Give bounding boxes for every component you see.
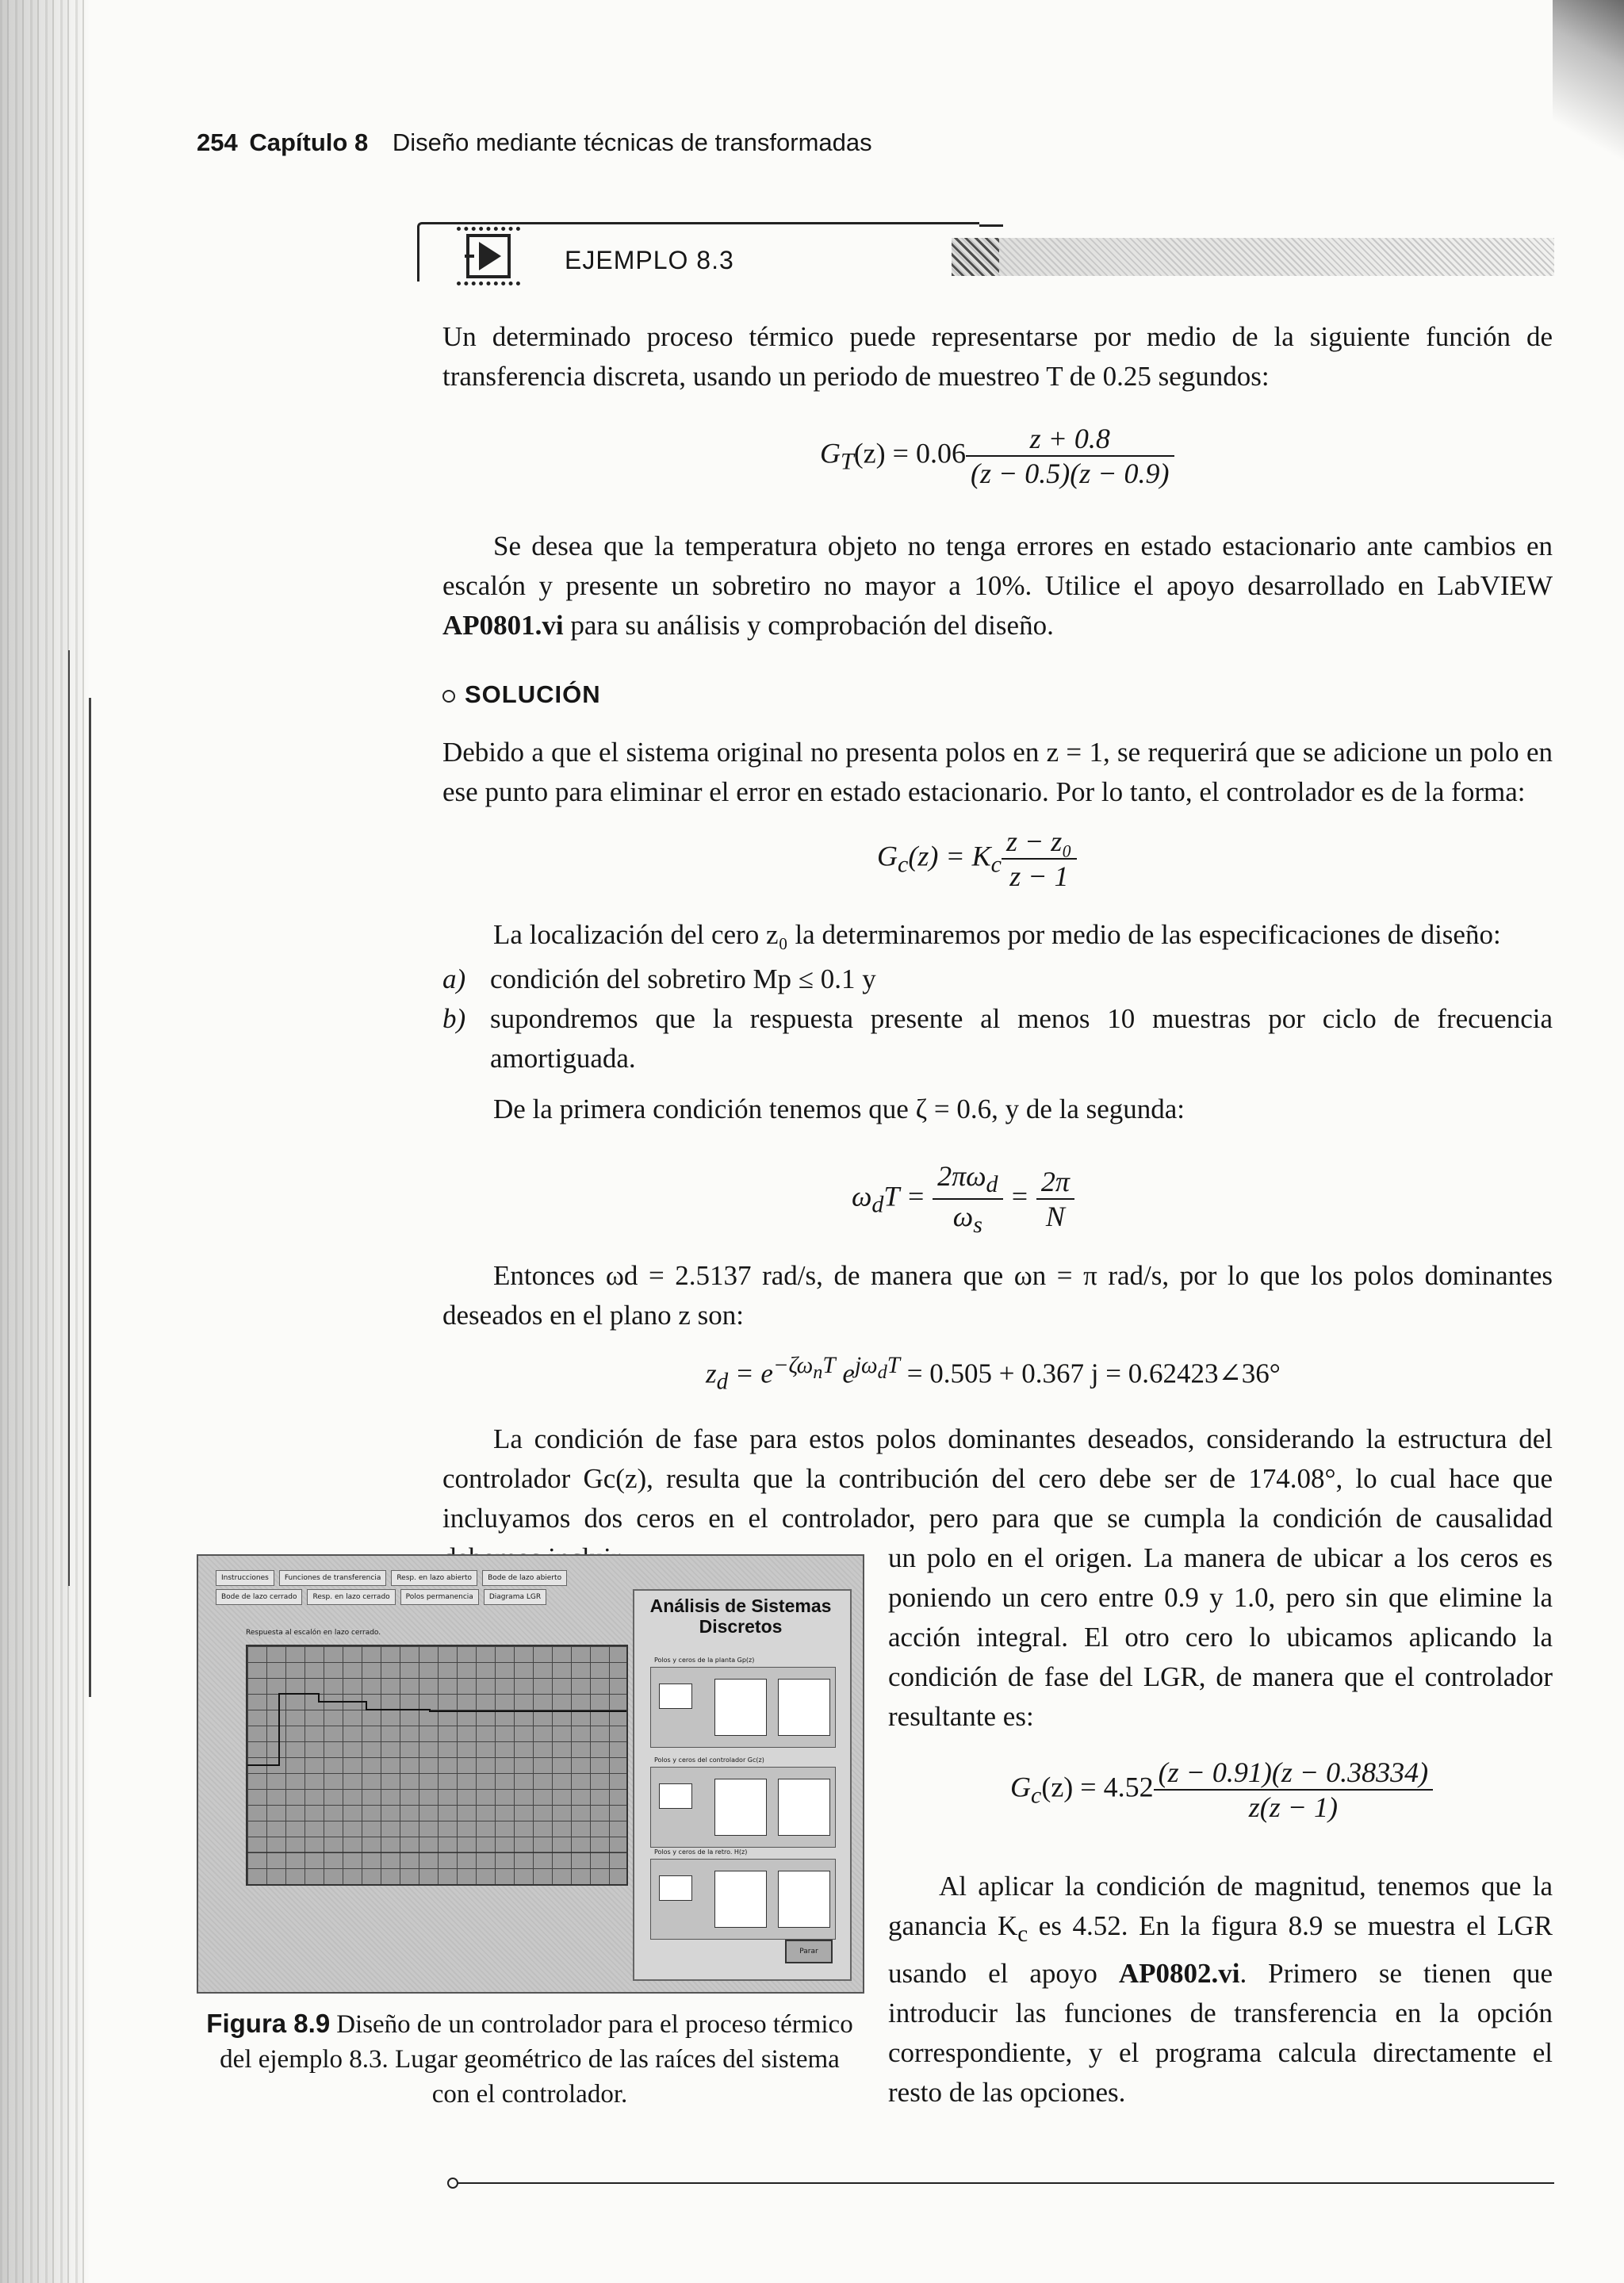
scan-line <box>68 650 70 1586</box>
figure-field <box>714 1871 767 1928</box>
solution-heading <box>442 680 601 709</box>
eq-arg: (z) = 0.06 <box>853 437 966 469</box>
figure-tab: Diagrama LGR <box>484 1589 546 1605</box>
eq-subscript: n <box>813 1361 823 1383</box>
solution-paragraph-2: La localización del cero z₀ la determinaremos por medio de las especificaciones de diseño: <box>493 919 1501 950</box>
figure-side-panel <box>633 1589 852 1981</box>
eq-symbol: ω <box>852 1180 872 1212</box>
figure-field <box>778 1871 830 1928</box>
eq-numerator: z + 0.8 <box>966 422 1174 457</box>
figure-subpanel-label: Polos y ceros de la planta Gp(z) <box>654 1657 755 1664</box>
solution-paragraph-5: La condición de fase para estos polos dominantes deseados, considerando la estructura del controlador Gc(z), resulta que la contribución del cero debe ser de 174.08°, lo cual hace que incluyamos dos ceros en el controlador, pero para que se cumpla la condición de causalidad <box>442 1423 1553 1534</box>
solution-paragraph-3: De la primera condición tenemos que ζ = 0.6, y de la segunda: <box>493 1094 1185 1124</box>
eq-symbol: G <box>877 840 898 872</box>
running-head <box>197 128 872 157</box>
eq-denominator: z(z − 1) <box>1248 1791 1339 1823</box>
eq-arg: T = <box>883 1180 926 1212</box>
chapter-title: Diseño mediante técnicas de transformadas <box>392 128 872 156</box>
text-subscript: c <box>1017 1921 1028 1947</box>
eq-term: T <box>822 1353 836 1378</box>
text-run: para su análisis y comprobación del diseño. <box>563 610 1054 641</box>
solution-paragraph-7 <box>888 1867 1553 2113</box>
eq-subscript: c <box>898 851 909 878</box>
figure-tab: Bode de lazo cerrado <box>216 1589 302 1605</box>
eq-denominator <box>933 1200 1002 1239</box>
equation-gc-form <box>877 825 1077 893</box>
solution-paragraph-1: Debido a que el sistema original no presenta polos en z = 1, se requerirá que se adicione un polo en ese punto para eliminar el error en estado estacionario. Por lo tanto, el controlador es de la forma: <box>442 737 1553 807</box>
text-run: es 4.52. En la figura 8.9 se muestra el LGR usando el apoyo <box>888 1910 1553 1989</box>
equation-omega <box>852 1159 1074 1239</box>
text-run: Se desea que la temperatura objeto no tenga errores en estado estacionario ante cambios en escalón y presente un sobretiro no mayor a 10%. Utilice el apoyo desarrollado en LabVIEW <box>442 531 1553 601</box>
figure-subpanel <box>650 1756 836 1848</box>
figure-plot <box>246 1645 628 1886</box>
eq-subscript: T <box>841 448 854 475</box>
eq-fraction <box>1036 1165 1074 1233</box>
solution-paragraph-4: Entonces ωd = 2.5137 rad/s, de manera que ωn = π rad/s, por lo que los polos dominantes deseados en el plano z son: <box>442 1260 1553 1331</box>
figure-tab: Instrucciones <box>216 1570 274 1586</box>
figure-number: Figura 8.9 <box>206 2009 331 2038</box>
eq-arg: (z) = 4.52 <box>1041 1771 1154 1803</box>
eq-term: −ζω <box>772 1353 814 1378</box>
equation-gt <box>820 422 1174 490</box>
figure-field <box>778 1679 830 1736</box>
eq-denominator: (z − 0.5)(z − 0.9) <box>970 458 1170 489</box>
spec-list <box>442 960 1553 1078</box>
eq-equals: = <box>1009 1180 1029 1212</box>
example-band <box>952 238 1554 276</box>
eq-subscript: c <box>990 851 1002 878</box>
text-run: . Primero se tienen que introducir las funciones de transferencia en la opción correspondiente, y el programa calcula directamente el resto de las opciones. <box>888 1958 1553 2108</box>
vi-name: AP0801.vi <box>442 610 564 641</box>
eq-numerator: (z − 0.91)(z − 0.38334) <box>1154 1756 1434 1791</box>
vi-name: AP0802.vi <box>1118 1958 1240 1989</box>
figure-field <box>714 1679 767 1736</box>
scan-line <box>89 698 91 1697</box>
eq-rhs: = 0.505 + 0.367 j = 0.62423∠36° <box>900 1358 1281 1389</box>
figure-field <box>659 1684 692 1709</box>
solution-label: SOLUCIÓN <box>465 680 601 708</box>
scan-edge <box>0 0 89 2283</box>
eq-fraction <box>933 1159 1002 1239</box>
figure-field <box>659 1783 692 1809</box>
list-item <box>442 999 1553 1078</box>
eq-fraction <box>1154 1756 1434 1824</box>
figure-tabs <box>216 1570 636 1605</box>
eq-term: e <box>835 1358 855 1389</box>
eq-denominator: N <box>1045 1201 1065 1233</box>
eq-fraction <box>1002 825 1077 893</box>
list-item <box>442 960 1553 999</box>
figure-caption <box>198 2006 861 2112</box>
eq-fraction <box>966 422 1174 490</box>
labview-icon <box>457 227 520 285</box>
eq-superscript <box>854 1353 900 1383</box>
figure-stop-button: Parar <box>785 1940 833 1963</box>
figure-tab: Funciones de transferencia <box>279 1570 387 1586</box>
equation-gc-final <box>1010 1756 1433 1824</box>
eq-subscript: d <box>877 1361 887 1383</box>
eq-subscript: c <box>1031 1782 1042 1809</box>
example-paragraph-2 <box>442 527 1553 645</box>
figure-panel-title: Análisis de Sistemas Discretos <box>649 1595 832 1637</box>
eq-term: T <box>887 1353 900 1378</box>
scan-corner <box>1553 0 1624 190</box>
equation-zd <box>706 1353 1281 1396</box>
example-title: EJEMPLO 8.3 <box>565 246 734 274</box>
list-text: condición del sobretiro Mp ≤ 0.1 y <box>490 963 876 994</box>
eq-term: = e <box>728 1358 773 1389</box>
example-paragraph-1: Un determinado proceso térmico puede representarse por medio de la siguiente función de transferencia discreta, usando un periodo de muestreo T de 0.25 segundos: <box>442 321 1553 392</box>
eq-subscript: d <box>871 1191 884 1218</box>
eq-subscript: s <box>973 1212 982 1239</box>
list-label: b) <box>442 1003 466 1034</box>
figure-subpanel <box>650 1657 836 1748</box>
figure-field <box>714 1779 767 1836</box>
footer-rule <box>454 2182 1554 2184</box>
eq-numerator <box>933 1159 1002 1200</box>
footer-dot <box>447 2178 458 2189</box>
figure-tab: Resp. en lazo cerrado <box>307 1589 395 1605</box>
figure-subpanel <box>650 1848 836 1940</box>
example-header <box>412 222 1554 287</box>
chapter-label: Capítulo 8 <box>249 128 369 156</box>
eq-term: 2πω <box>937 1160 986 1192</box>
solution-paragraph-6: un polo en el origen. La manera de ubicar a los ceros es poniendo un cero entre 0.9 y 1.0, pero sin que elimine la acción integral. El otro cero lo ubicamos aplicando la condición de fase del LGR, de manera que el controlador resultante es: <box>888 1542 1553 1732</box>
list-label: a) <box>442 963 466 994</box>
figure-subpanel-label: Polos y ceros de la retro. H(z) <box>654 1848 748 1856</box>
figure-screenshot <box>197 1554 864 1994</box>
figure-tab: Bode de lazo abierto <box>482 1570 567 1586</box>
figure-field <box>778 1779 830 1836</box>
eq-subscript: d <box>986 1171 998 1198</box>
eq-denominator: z − 1 <box>1009 860 1069 892</box>
figure-subpanel-label: Polos y ceros del controlador Gc(z) <box>654 1756 764 1764</box>
eq-term: ω <box>952 1201 974 1233</box>
figure-tab: Polos permanencia <box>400 1589 479 1605</box>
figure-plot-label: Respuesta al escalón en lazo cerrado. <box>246 1629 381 1637</box>
eq-numerator: z − z₀ <box>1002 825 1077 860</box>
text-run: Al aplicar la condición de magnitud, tenemos que la ganancia K <box>888 1871 1553 1941</box>
eq-subscript: d <box>716 1369 729 1395</box>
figure-field <box>659 1875 692 1901</box>
eq-numerator: 2π <box>1036 1165 1074 1200</box>
eq-symbol: G <box>820 437 841 469</box>
list-text: supondremos que la respuesta presente al menos 10 muestras por ciclo de frecuencia amortiguada. <box>490 1003 1553 1074</box>
page-number: 254 <box>197 128 238 156</box>
eq-symbol: z <box>706 1358 717 1389</box>
eq-symbol: G <box>1010 1771 1031 1803</box>
bullet-icon <box>442 690 455 703</box>
figure-caption-text: Diseño de un controlador para el proceso térmico del ejemplo 8.3. Lugar geométrico de las raíces del sistema con el controlador. <box>220 2010 853 2109</box>
eq-term: jω <box>854 1353 878 1378</box>
eq-arg: (z) = K <box>908 840 991 872</box>
eq-superscript <box>772 1353 836 1383</box>
figure-tab: Resp. en lazo abierto <box>391 1570 477 1586</box>
